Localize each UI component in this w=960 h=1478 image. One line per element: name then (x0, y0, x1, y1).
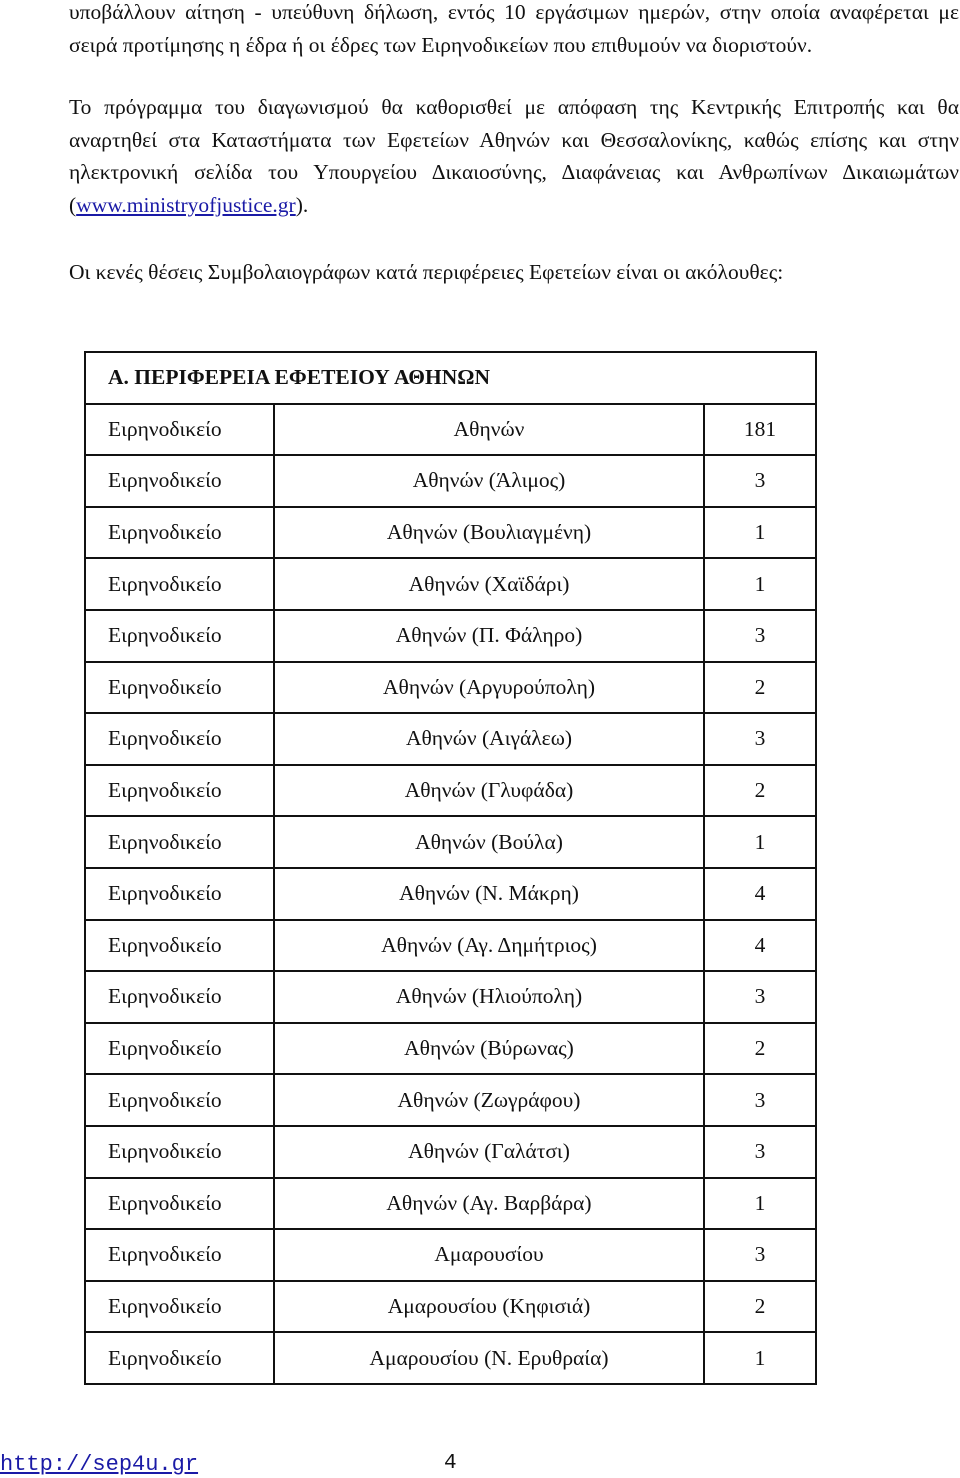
intro-paragraph-3: Οι κενές θέσεις Συμβολαιογράφων κατά περιφέρειες Εφετείων είναι οι ακόλουθες: (69, 260, 784, 284)
vacancy-count-cell: 2 (704, 1281, 816, 1333)
table-row (85, 610, 816, 662)
table-row (85, 1178, 816, 1230)
intro-paragraph-2-text: Το πρόγραμμα του διαγωνισμού θα καθορισθεί με απόφαση της Κεντρικής Επιτροπής και θα αναρτηθεί στα Καταστήματα των Εφετείων Αθηνών και Θεσσαλονίκης, καθώς επίσης και στην ηλεκτρονική σελίδα του Υπουργείου Δικαιοσύνης, Διαφάνειας και Ανθρωπίνων Δικαιωμάτων ( (69, 95, 959, 217)
vacancy-count-cell: 2 (704, 765, 816, 817)
intro-paragraph-2 (69, 91, 959, 221)
vacancy-count-cell: 3 (704, 1126, 816, 1178)
court-location-cell: Αθηνών (274, 404, 704, 456)
vacancy-count-cell: 1 (704, 1332, 816, 1384)
region-heading-row (85, 352, 816, 404)
court-location-cell: Αθηνών (Άλιμος) (274, 455, 704, 507)
vacancy-count-cell: 3 (704, 455, 816, 507)
vacancy-count-cell: 2 (704, 1023, 816, 1075)
table-row (85, 713, 816, 765)
court-location-cell: Αθηνών (Ν. Μάκρη) (274, 868, 704, 920)
vacancy-count-cell: 3 (704, 610, 816, 662)
court-location-cell: Αθηνών (Βύρωνας) (274, 1023, 704, 1075)
court-type-cell: Ειρηνοδικείο (85, 1332, 274, 1384)
court-type-cell: Ειρηνοδικείο (85, 1178, 274, 1230)
table-row (85, 1332, 816, 1384)
court-location-cell: Αθηνών (Ζωγράφου) (274, 1074, 704, 1126)
court-type-cell: Ειρηνοδικείο (85, 507, 274, 559)
court-type-cell: Ειρηνοδικείο (85, 971, 274, 1023)
court-location-cell: Αμαρουσίου (Κηφισιά) (274, 1281, 704, 1333)
vacancy-count-cell: 3 (704, 971, 816, 1023)
table-row (85, 1074, 816, 1126)
table-row (85, 1023, 816, 1075)
court-type-cell: Ειρηνοδικείο (85, 765, 274, 817)
court-location-cell: Αθηνών (Αγ. Βαρβάρα) (274, 1178, 704, 1230)
court-location-cell: Αθηνών (Αιγάλεω) (274, 713, 704, 765)
court-type-cell: Ειρηνοδικείο (85, 920, 274, 972)
court-type-cell: Ειρηνοδικείο (85, 1229, 274, 1281)
court-type-cell: Ειρηνοδικείο (85, 868, 274, 920)
table-row (85, 1126, 816, 1178)
vacancies-table (84, 351, 817, 1385)
court-type-cell: Ειρηνοδικείο (85, 816, 274, 868)
vacancy-count-cell: 3 (704, 713, 816, 765)
court-type-cell: Ειρηνοδικείο (85, 1126, 274, 1178)
court-type-cell: Ειρηνοδικείο (85, 1023, 274, 1075)
court-location-cell: Αθηνών (Π. Φάληρο) (274, 610, 704, 662)
court-type-cell: Ειρηνοδικείο (85, 713, 274, 765)
court-location-cell: Αθηνών (Αργυρούπολη) (274, 662, 704, 714)
court-type-cell: Ειρηνοδικείο (85, 455, 274, 507)
table-row (85, 816, 816, 868)
table-row (85, 662, 816, 714)
footer-url-link[interactable]: http://sep4u.gr (0, 1452, 199, 1477)
intro-paragraph-2-tail: ). (295, 192, 309, 217)
court-location-cell: Αθηνών (Ηλιούπολη) (274, 971, 704, 1023)
vacancy-count-cell: 1 (704, 816, 816, 868)
court-type-cell: Ειρηνοδικείο (85, 1074, 274, 1126)
vacancy-count-cell: 1 (704, 507, 816, 559)
table-row (85, 868, 816, 920)
table-row (85, 920, 816, 972)
court-type-cell: Ειρηνοδικείο (85, 404, 274, 456)
court-location-cell: Αθηνών (Χαϊδάρι) (274, 558, 704, 610)
vacancy-count-cell: 4 (704, 920, 816, 972)
court-type-cell: Ειρηνοδικείο (85, 1281, 274, 1333)
vacancy-count-cell: 3 (704, 1074, 816, 1126)
vacancy-count-cell: 2 (704, 662, 816, 714)
court-location-cell: Αθηνών (Βουλιαγμένη) (274, 507, 704, 559)
court-type-cell: Ειρηνοδικείο (85, 610, 274, 662)
court-location-cell: Αθηνών (Γαλάτσι) (274, 1126, 704, 1178)
region-heading: Α. ΠΕΡΙΦΕΡΕΙΑ ΕΦΕΤΕΙΟΥ ΑΘΗΝΩΝ (85, 352, 816, 404)
ministry-link[interactable]: www.ministryofjustice.gr (76, 192, 296, 217)
court-location-cell: Αθηνών (Βούλα) (274, 816, 704, 868)
vacancy-count-cell: 1 (704, 558, 816, 610)
table-row (85, 1281, 816, 1333)
vacancy-count-cell: 4 (704, 868, 816, 920)
table-row (85, 404, 816, 456)
table-row (85, 558, 816, 610)
table-row (85, 765, 816, 817)
table-row (85, 507, 816, 559)
table-row (85, 455, 816, 507)
page-number: 4 (444, 1452, 457, 1475)
court-location-cell: Αθηνών (Αγ. Δημήτριος) (274, 920, 704, 972)
court-location-cell: Αμαρουσίου (274, 1229, 704, 1281)
vacancy-count-cell: 181 (704, 404, 816, 456)
vacancy-count-cell: 1 (704, 1178, 816, 1230)
vacancy-count-cell: 3 (704, 1229, 816, 1281)
vacancies-table-body (85, 352, 816, 1384)
court-location-cell: Αμαρουσίου (Ν. Ερυθραία) (274, 1332, 704, 1384)
court-type-cell: Ειρηνοδικείο (85, 662, 274, 714)
table-row (85, 1229, 816, 1281)
court-type-cell: Ειρηνοδικείο (85, 558, 274, 610)
table-row (85, 971, 816, 1023)
court-location-cell: Αθηνών (Γλυφάδα) (274, 765, 704, 817)
intro-paragraph-1: υποβάλλουν αίτηση - υπεύθυνη δήλωση, εντός 10 εργάσιμων ημερών, στην οποία αναφέρεται με σειρά προτίμησης η έδρα ή οι έδρες των Ειρηνοδικείων που επιθυμούν να διοριστούν. (69, 0, 959, 57)
